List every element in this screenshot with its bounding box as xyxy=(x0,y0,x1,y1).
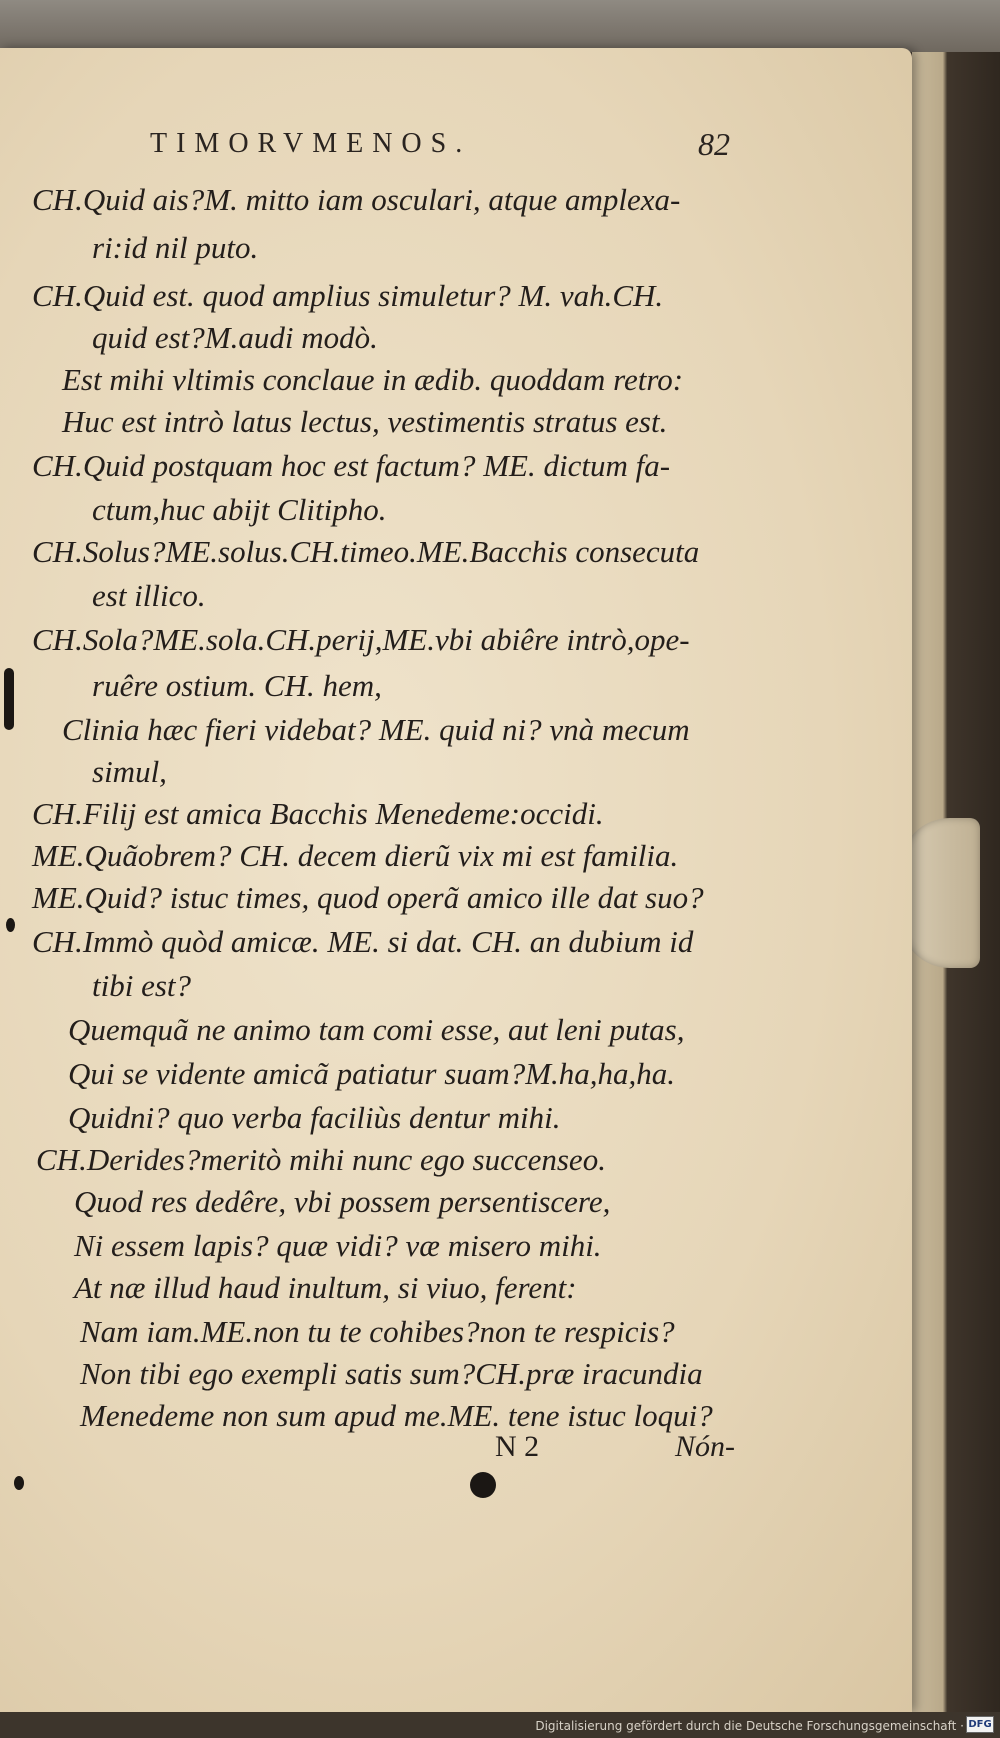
text-line: ctum,huc abijt Clitipho. xyxy=(92,492,387,527)
ink-blot xyxy=(470,1472,496,1498)
text-line: Quemquã ne animo tam comi esse, aut leni putas, xyxy=(68,1012,685,1047)
text-line: CH.Quid ais?M. mitto iam osculari, atque amplexa- xyxy=(32,182,681,217)
signature-mark: N 2 xyxy=(495,1430,540,1463)
text-line: quid est?M.audi modò. xyxy=(92,320,378,355)
text-line: Quod res dedêre, vbi possem persentiscere, xyxy=(74,1184,611,1219)
text-line: ME.Quãobrem? CH. decem dierũ vix mi est familia. xyxy=(32,838,679,873)
text-line: Clinia hæc fieri videbat? ME. quid ni? vnà mecum xyxy=(62,712,690,747)
text-line: CH.Immò quòd amicæ. ME. si dat. CH. an dubium id xyxy=(32,924,694,959)
ink-dot xyxy=(14,1476,24,1490)
text-line: CH.Quid postquam hoc est factum? ME. dictum fa- xyxy=(32,448,671,483)
book-clasp xyxy=(900,818,980,968)
ink-dot xyxy=(6,918,15,932)
text-line: At næ illud haud inultum, si viuo, ferent: xyxy=(74,1270,577,1305)
text-line: Non tibi ego exempli satis sum?CH.præ iracundia xyxy=(80,1356,703,1391)
text-line: Quidni? quo verba faciliùs dentur mihi. xyxy=(68,1100,561,1135)
catchword: Nón- xyxy=(675,1430,735,1463)
text-line: CH.Derides?meritò mihi nunc ego succenseo. xyxy=(36,1142,606,1177)
page-footer xyxy=(495,1430,735,1470)
text-line: Est mihi vltimis conclaue in ædib. quoddam retro: xyxy=(62,362,684,397)
text-line: ri:id nil puto. xyxy=(92,230,259,265)
text-line: simul, xyxy=(92,754,167,789)
running-head: TIMORVMENOS. xyxy=(150,128,472,159)
dfg-logo: DFG xyxy=(966,1716,994,1733)
text-line: est illico. xyxy=(92,578,206,613)
text-line: Qui se vidente amicã patiatur suam?M.ha,ha,ha. xyxy=(68,1056,676,1091)
margin-mark xyxy=(4,668,14,730)
digitization-credit: Digitalisierung gefördert durch die Deutsche Forschungsgemeinschaft · xyxy=(535,1719,964,1733)
text-line: CH.Sola?ME.sola.CH.perij,ME.vbi abiêre intrò,ope- xyxy=(32,622,690,657)
text-line: CH.Filij est amica Bacchis Menedeme:occidi. xyxy=(32,796,604,831)
text-line: ME.Quid? istuc times, quod operã amico ille dat suo? xyxy=(32,880,704,915)
text-line: Huc est intrò latus lectus, vestimentis stratus est. xyxy=(62,404,668,439)
text-line: tibi est? xyxy=(92,968,192,1003)
text-line: Menedeme non sum apud me.ME. tene istuc loqui? xyxy=(80,1398,713,1433)
text-line: ruêre ostium. CH. hem, xyxy=(92,668,382,703)
text-line: CH.Quid est. quod amplius simuletur? M. vah.CH. xyxy=(32,278,664,313)
folio-number: 82 xyxy=(698,126,730,162)
text-line: Nam iam.ME.non tu te cohibes?non te respicis? xyxy=(80,1314,675,1349)
text-line: Ni essem lapis? quæ vidi? væ misero mihi. xyxy=(74,1228,602,1263)
text-line: CH.Solus?ME.solus.CH.timeo.ME.Bacchis consecuta xyxy=(32,534,700,569)
